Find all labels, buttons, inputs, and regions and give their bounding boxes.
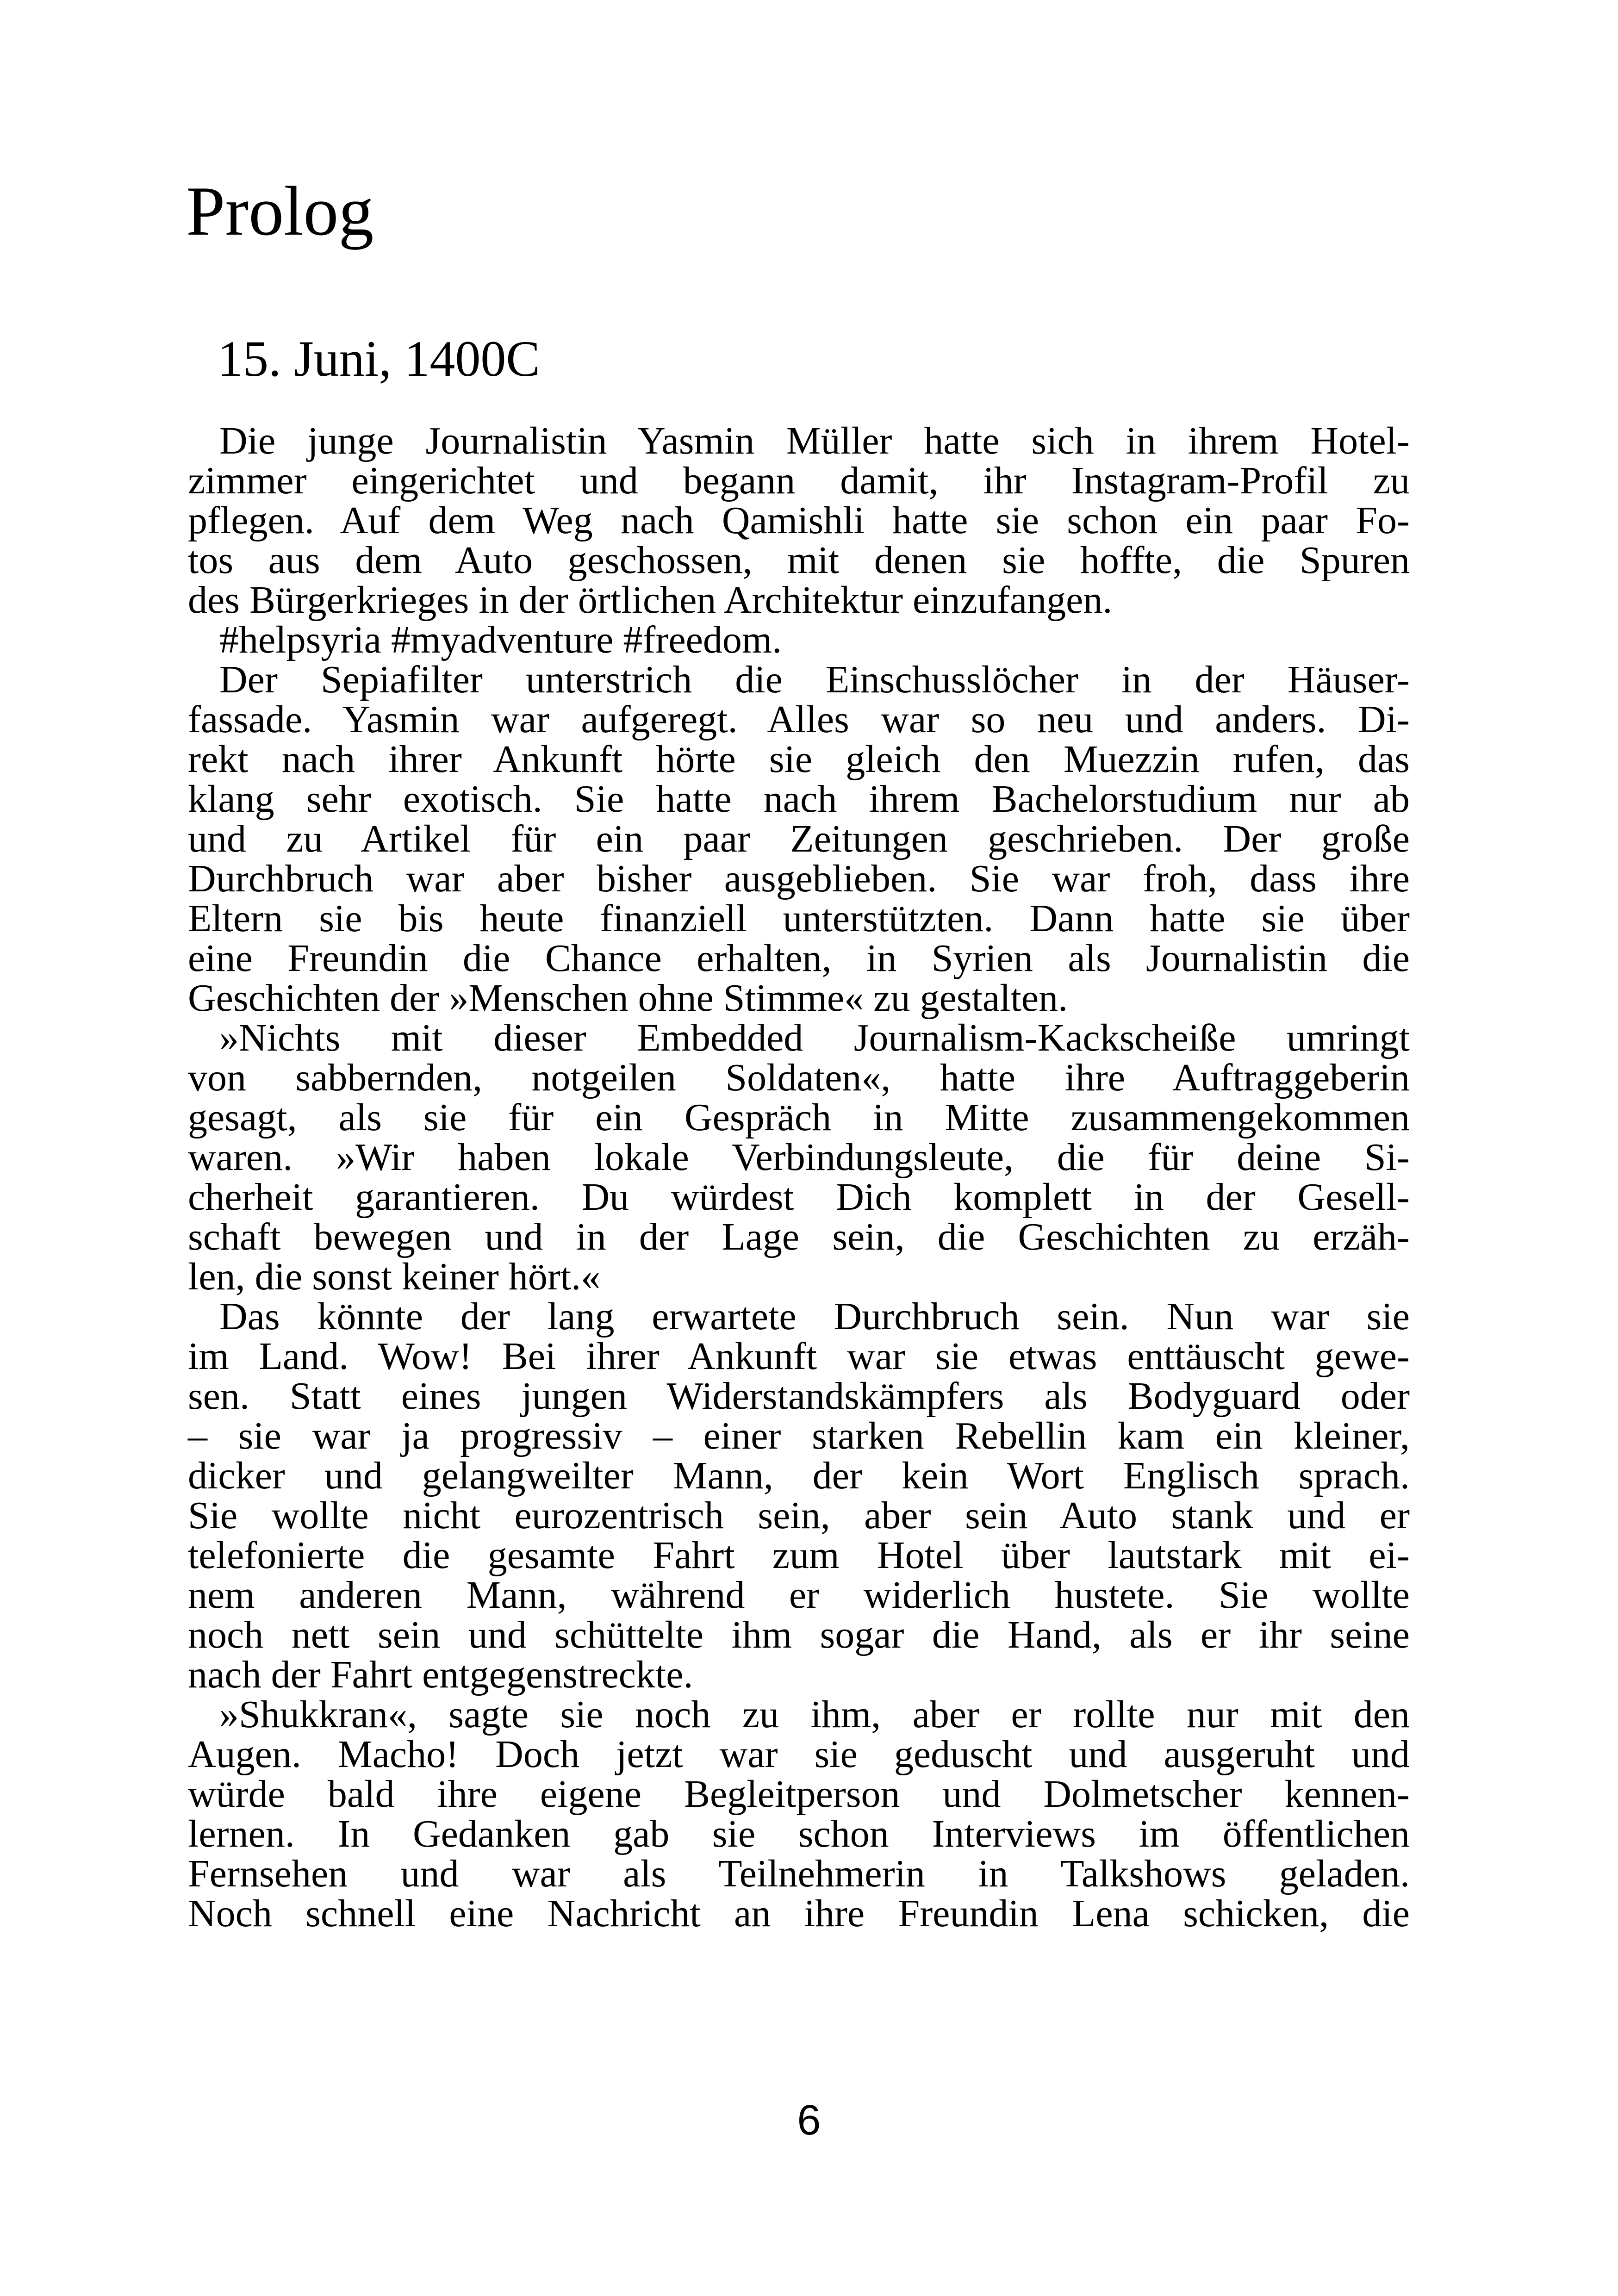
text-line: – sie war ja progressiv – einer starken Rebellin kam ein kleiner, <box>188 1414 1410 1457</box>
text-line: lernen. In Gedanken gab sie schon Interviews im öffentlichen <box>188 1812 1410 1855</box>
body-text <box>188 421 1410 1934</box>
text-line: gesagt, als sie für ein Gespräch in Mitte zusammengekommen <box>188 1096 1410 1139</box>
page-number: 6 <box>797 2097 821 2144</box>
text-line: noch nett sein und schüttelte ihm sogar die Hand, als er ihr seine <box>188 1613 1410 1656</box>
text-line: tos aus dem Auto geschossen, mit denen sie hoffte, die Spuren <box>188 539 1410 582</box>
text-line: nach der Fahrt entgegenstreckte. <box>188 1653 693 1696</box>
text-line: pflegen. Auf dem Weg nach Qamishli hatte sie schon ein paar Fo- <box>188 499 1410 542</box>
text-line: zimmer eingerichtet und begann damit, ihr Instagram-Profil zu <box>188 459 1410 502</box>
text-line: Sie wollte nicht eurozentrisch sein, aber sein Auto stank und er <box>188 1494 1410 1537</box>
text-line: #helpsyria #myadventure #freedom. <box>219 618 782 661</box>
text-line: nem anderen Mann, während er widerlich hustete. Sie wollte <box>188 1574 1410 1617</box>
text-line: von sabbernden, notgeilen Soldaten«, hatte ihre Auftraggeberin <box>188 1056 1410 1099</box>
text-line: »Nichts mit dieser Embedded Journalism-Kackscheiße umringt <box>219 1016 1410 1059</box>
text-line: eine Freundin die Chance erhalten, in Syrien als Journalistin die <box>188 937 1410 980</box>
text-line: und zu Artikel für ein paar Zeitungen geschrieben. Der große <box>188 817 1410 860</box>
text-line: klang sehr exotisch. Sie hatte nach ihrem Bachelorstudium nur ab <box>188 778 1410 821</box>
text-line: rekt nach ihrer Ankunft hörte sie gleich den Muezzin rufen, das <box>188 738 1410 781</box>
text-line: im Land. Wow! Bei ihrer Ankunft war sie etwas enttäuscht gewe- <box>188 1335 1410 1378</box>
text-line: würde bald ihre eigene Begleitperson und Dolmetscher kennen- <box>188 1773 1410 1816</box>
text-line: Fernsehen und war als Teilnehmerin in Talkshows geladen. <box>188 1852 1410 1895</box>
text-line: dicker und gelangweilter Mann, der kein Wort Englisch sprach. <box>188 1454 1410 1497</box>
text-line: schaft bewegen und in der Lage sein, die Geschichten zu erzäh- <box>188 1215 1410 1258</box>
text-line: Augen. Macho! Doch jetzt war sie geduscht und ausgeruht und <box>188 1733 1410 1776</box>
text-line: Eltern sie bis heute finanziell unterstützten. Dann hatte sie über <box>188 897 1410 940</box>
text-line: Das könnte der lang erwartete Durchbruch sein. Nun war sie <box>219 1295 1410 1338</box>
section-heading: 15. Juni, 1400C <box>218 330 540 387</box>
text-line: Der Sepiafilter unterstrich die Einschusslöcher in der Häuser- <box>219 658 1410 701</box>
chapter-title: Prolog <box>186 172 374 250</box>
text-line: Durchbruch war aber bisher ausgeblieben. Sie war froh, dass ihre <box>188 857 1410 900</box>
text-line: waren. »Wir haben lokale Verbindungsleute, die für deine Si- <box>188 1136 1410 1179</box>
text-line: Noch schnell eine Nachricht an ihre Freundin Lena schicken, die <box>188 1892 1410 1935</box>
text-line: fassade. Yasmin war aufgeregt. Alles war so neu und anders. Di- <box>188 698 1410 741</box>
text-line: len, die sonst keiner hört.« <box>188 1255 601 1298</box>
text-line: des Bürgerkrieges in der örtlichen Architektur einzufangen. <box>188 579 1113 622</box>
text-line: sen. Statt eines jungen Widerstandskämpfers als Bodyguard oder <box>188 1375 1410 1418</box>
text-line: telefonierte die gesamte Fahrt zum Hotel über lautstark mit ei- <box>188 1534 1410 1577</box>
text-line: »Shukkran«, sagte sie noch zu ihm, aber er rollte nur mit den <box>219 1693 1410 1736</box>
text-line: Geschichten der »Menschen ohne Stimme« zu gestalten. <box>188 977 1068 1020</box>
text-line: Die junge Journalistin Yasmin Müller hatte sich in ihrem Hotel- <box>219 419 1410 462</box>
text-line: cherheit garantieren. Du würdest Dich komplett in der Gesell- <box>188 1176 1410 1219</box>
